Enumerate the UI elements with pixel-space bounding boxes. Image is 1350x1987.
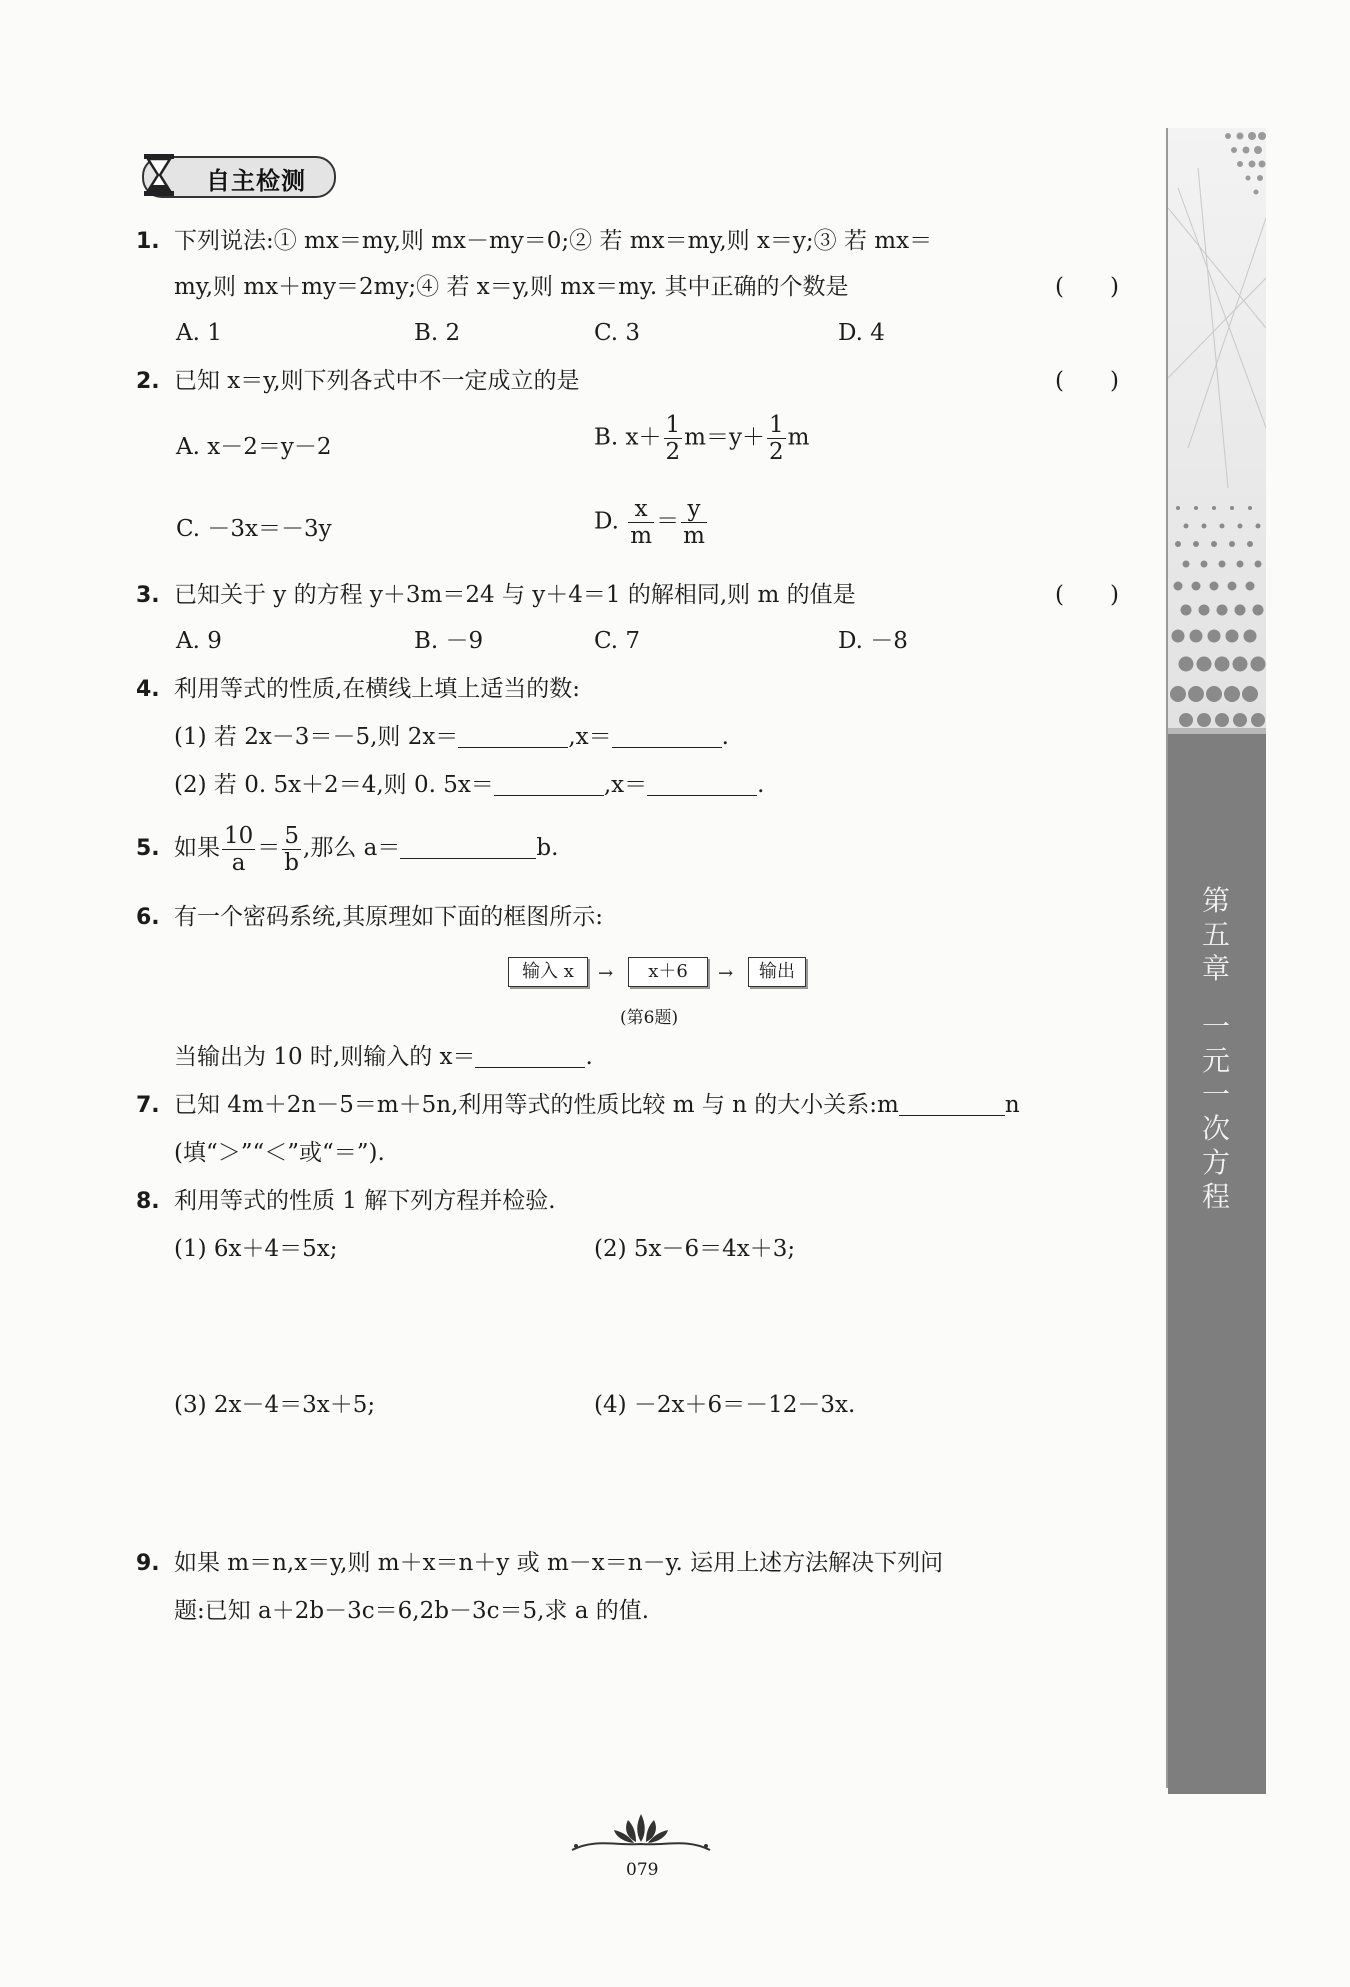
question-text: 利用等式的性质,在横线上填上适当的数: [174, 676, 581, 702]
option-b [594, 412, 809, 465]
fraction [664, 412, 683, 465]
question-text: 如果 [174, 835, 220, 861]
option-text: D. [594, 508, 627, 535]
question-number: 9. [136, 1551, 160, 1576]
question-8-part-2: (2) 5x－6＝4x＋3; [594, 1236, 796, 1262]
chapter-char: 程 [1201, 1180, 1230, 1213]
option-d: D. －8 [838, 628, 908, 654]
question-text: 如果 m＝n,x＝y,则 m＋x＝n＋y 或 m－x＝n－y. 运用上述方法解决下列问 [174, 1550, 944, 1576]
section-title: 自主检测 [206, 167, 306, 195]
option-a: A. 1 [176, 320, 222, 346]
chapter-char: 次 [1201, 1112, 1230, 1145]
question-3 [136, 572, 856, 619]
fraction-numerator: 1 [665, 412, 681, 438]
leaf-ornament-icon [566, 1810, 716, 1858]
question-9 [136, 1540, 943, 1587]
option-c: C. 7 [594, 628, 641, 654]
option-a: A. 9 [176, 628, 222, 654]
hourglass-icon [136, 152, 182, 198]
option-c: C. 3 [594, 320, 641, 346]
question-4 [136, 666, 580, 713]
question-7-line2: (填“＞”“＜”或“＝”). [174, 1140, 385, 1166]
fraction-numerator: 5 [282, 823, 301, 850]
answer-blank[interactable] [612, 717, 722, 748]
part-text: . [757, 772, 765, 798]
question-number: 1. [136, 229, 160, 254]
question-number: 7. [136, 1093, 160, 1118]
question-text: 已知 4m＋2n－5＝m＋5n,利用等式的性质比较 m 与 n 的大小关系:m [174, 1092, 899, 1118]
chapter-label [1196, 884, 1236, 1214]
fraction [222, 823, 255, 876]
fraction-denominator: m [683, 523, 705, 549]
option-text: B. x＋ [594, 424, 662, 451]
chapter-char: 方 [1201, 1146, 1230, 1179]
question-text: b. [536, 835, 559, 861]
option-b: B. －9 [414, 628, 484, 654]
fraction-denominator: a [231, 849, 246, 876]
answer-blank[interactable] [494, 765, 604, 796]
fraction-numerator: y [681, 496, 707, 523]
flow-box-output: 输出 [748, 957, 806, 987]
option-text: m＝y＋ [684, 424, 765, 451]
question-number: 6. [136, 905, 160, 930]
question-number: 5. [136, 836, 160, 861]
chapter-char: 一 [1201, 1078, 1230, 1111]
question-text: 已知关于 y 的方程 y＋3m＝24 与 y＋4＝1 的解相同,则 m 的值是 [174, 582, 856, 608]
fraction [628, 496, 654, 549]
question-8-part-3: (3) 2x－4＝3x＋5; [174, 1392, 376, 1418]
option-d [594, 496, 709, 549]
answer-blank[interactable] [899, 1085, 1005, 1116]
option-d: D. 4 [838, 320, 885, 346]
question-number: 8. [136, 1189, 160, 1214]
part-text: ,x＝ [568, 724, 612, 750]
section-badge [136, 152, 338, 198]
question-text: 下列说法:① mx＝my,则 mx－my＝0;② 若 mx＝my,则 x＝y;③ 若 mx＝ [174, 228, 933, 254]
question-text: 有一个密码系统,其原理如下面的框图所示: [174, 904, 604, 930]
chapter-char: 第 [1201, 884, 1230, 917]
question-6 [136, 894, 603, 941]
answer-blank[interactable] [458, 717, 568, 748]
fraction-numerator: x [628, 496, 654, 523]
option-b: B. 2 [414, 320, 461, 346]
question-8-part-4: (4) －2x＋6＝－12－3x. [594, 1392, 856, 1418]
question-text: ＝ [257, 835, 281, 861]
question-1-line2: my,则 mx＋my＝2my;④ 若 x＝y,则 mx＝my. 其中正确的个数是 [174, 274, 849, 300]
fraction [767, 412, 786, 465]
question-2 [136, 358, 580, 405]
chapter-tab [1168, 728, 1266, 1794]
chapter-sidebar [1166, 128, 1266, 1788]
option-text: ＝ [656, 508, 680, 535]
figure-caption: (第6题) [620, 1008, 679, 1028]
chapter-char: 五 [1201, 918, 1230, 951]
question-text: ,那么 a＝ [303, 835, 401, 861]
sidebar-dot-pattern [1168, 128, 1266, 728]
question-9-line2: 题:已知 a＋2b－3c＝6,2b－3c＝5,求 a 的值. [174, 1598, 650, 1624]
question-number: 2. [136, 369, 160, 394]
option-a: A. x－2＝y－2 [176, 434, 332, 460]
arrow-right-icon: → [598, 963, 614, 984]
question-5 [136, 820, 558, 877]
answer-paren: ( ) [1055, 368, 1119, 394]
answer-blank[interactable] [647, 765, 757, 796]
part-text: . [721, 724, 729, 750]
part-text: ,x＝ [603, 772, 648, 798]
page-number: 079 [626, 1860, 659, 1880]
option-c: C. －3x＝－3y [176, 516, 332, 542]
answer-blank[interactable] [400, 828, 536, 859]
part-text: (1) 若 2x－3＝－5,则 2x＝ [174, 724, 459, 750]
answer-paren: ( ) [1055, 582, 1119, 608]
part-text: (2) 若 0. 5x＋2＝4,则 0. 5x＝ [174, 772, 494, 798]
fraction-numerator: 10 [224, 822, 254, 849]
flow-box-input: 输入 x [508, 957, 588, 987]
fraction-numerator: 1 [768, 412, 784, 438]
question-text: 当输出为 10 时,则输入的 x＝ [174, 1044, 476, 1070]
question-text: n [1004, 1092, 1020, 1118]
fraction-denominator: 2 [768, 439, 784, 465]
question-6-line2 [174, 1034, 593, 1080]
chapter-char: 一 [1201, 1010, 1230, 1043]
question-4-part-2 [174, 762, 764, 808]
question-8-part-1: (1) 6x＋4＝5x; [174, 1236, 338, 1262]
option-text: m [787, 424, 810, 451]
chapter-char: 章 [1201, 952, 1230, 985]
fraction-denominator: 2 [665, 439, 681, 465]
question-8 [136, 1178, 556, 1225]
question-4-part-1 [174, 714, 729, 760]
fraction [282, 823, 301, 876]
question-7 [136, 1082, 1020, 1129]
question-number: 4. [136, 677, 160, 702]
arrow-right-icon: → [718, 963, 734, 984]
answer-paren: ( ) [1055, 274, 1119, 300]
fraction-denominator: b [284, 849, 300, 876]
question-1 [136, 218, 932, 265]
question-text: 已知 x＝y,则下列各式中不一定成立的是 [174, 368, 580, 394]
question-text: 利用等式的性质 1 解下列方程并检验. [174, 1188, 556, 1214]
question-text: . [585, 1044, 593, 1070]
fraction [681, 496, 707, 549]
fraction-denominator: m [630, 523, 653, 549]
question-number: 3. [136, 583, 160, 608]
answer-blank[interactable] [475, 1037, 585, 1068]
chapter-char: 元 [1201, 1044, 1230, 1077]
flow-box-process: x＋6 [628, 957, 708, 987]
